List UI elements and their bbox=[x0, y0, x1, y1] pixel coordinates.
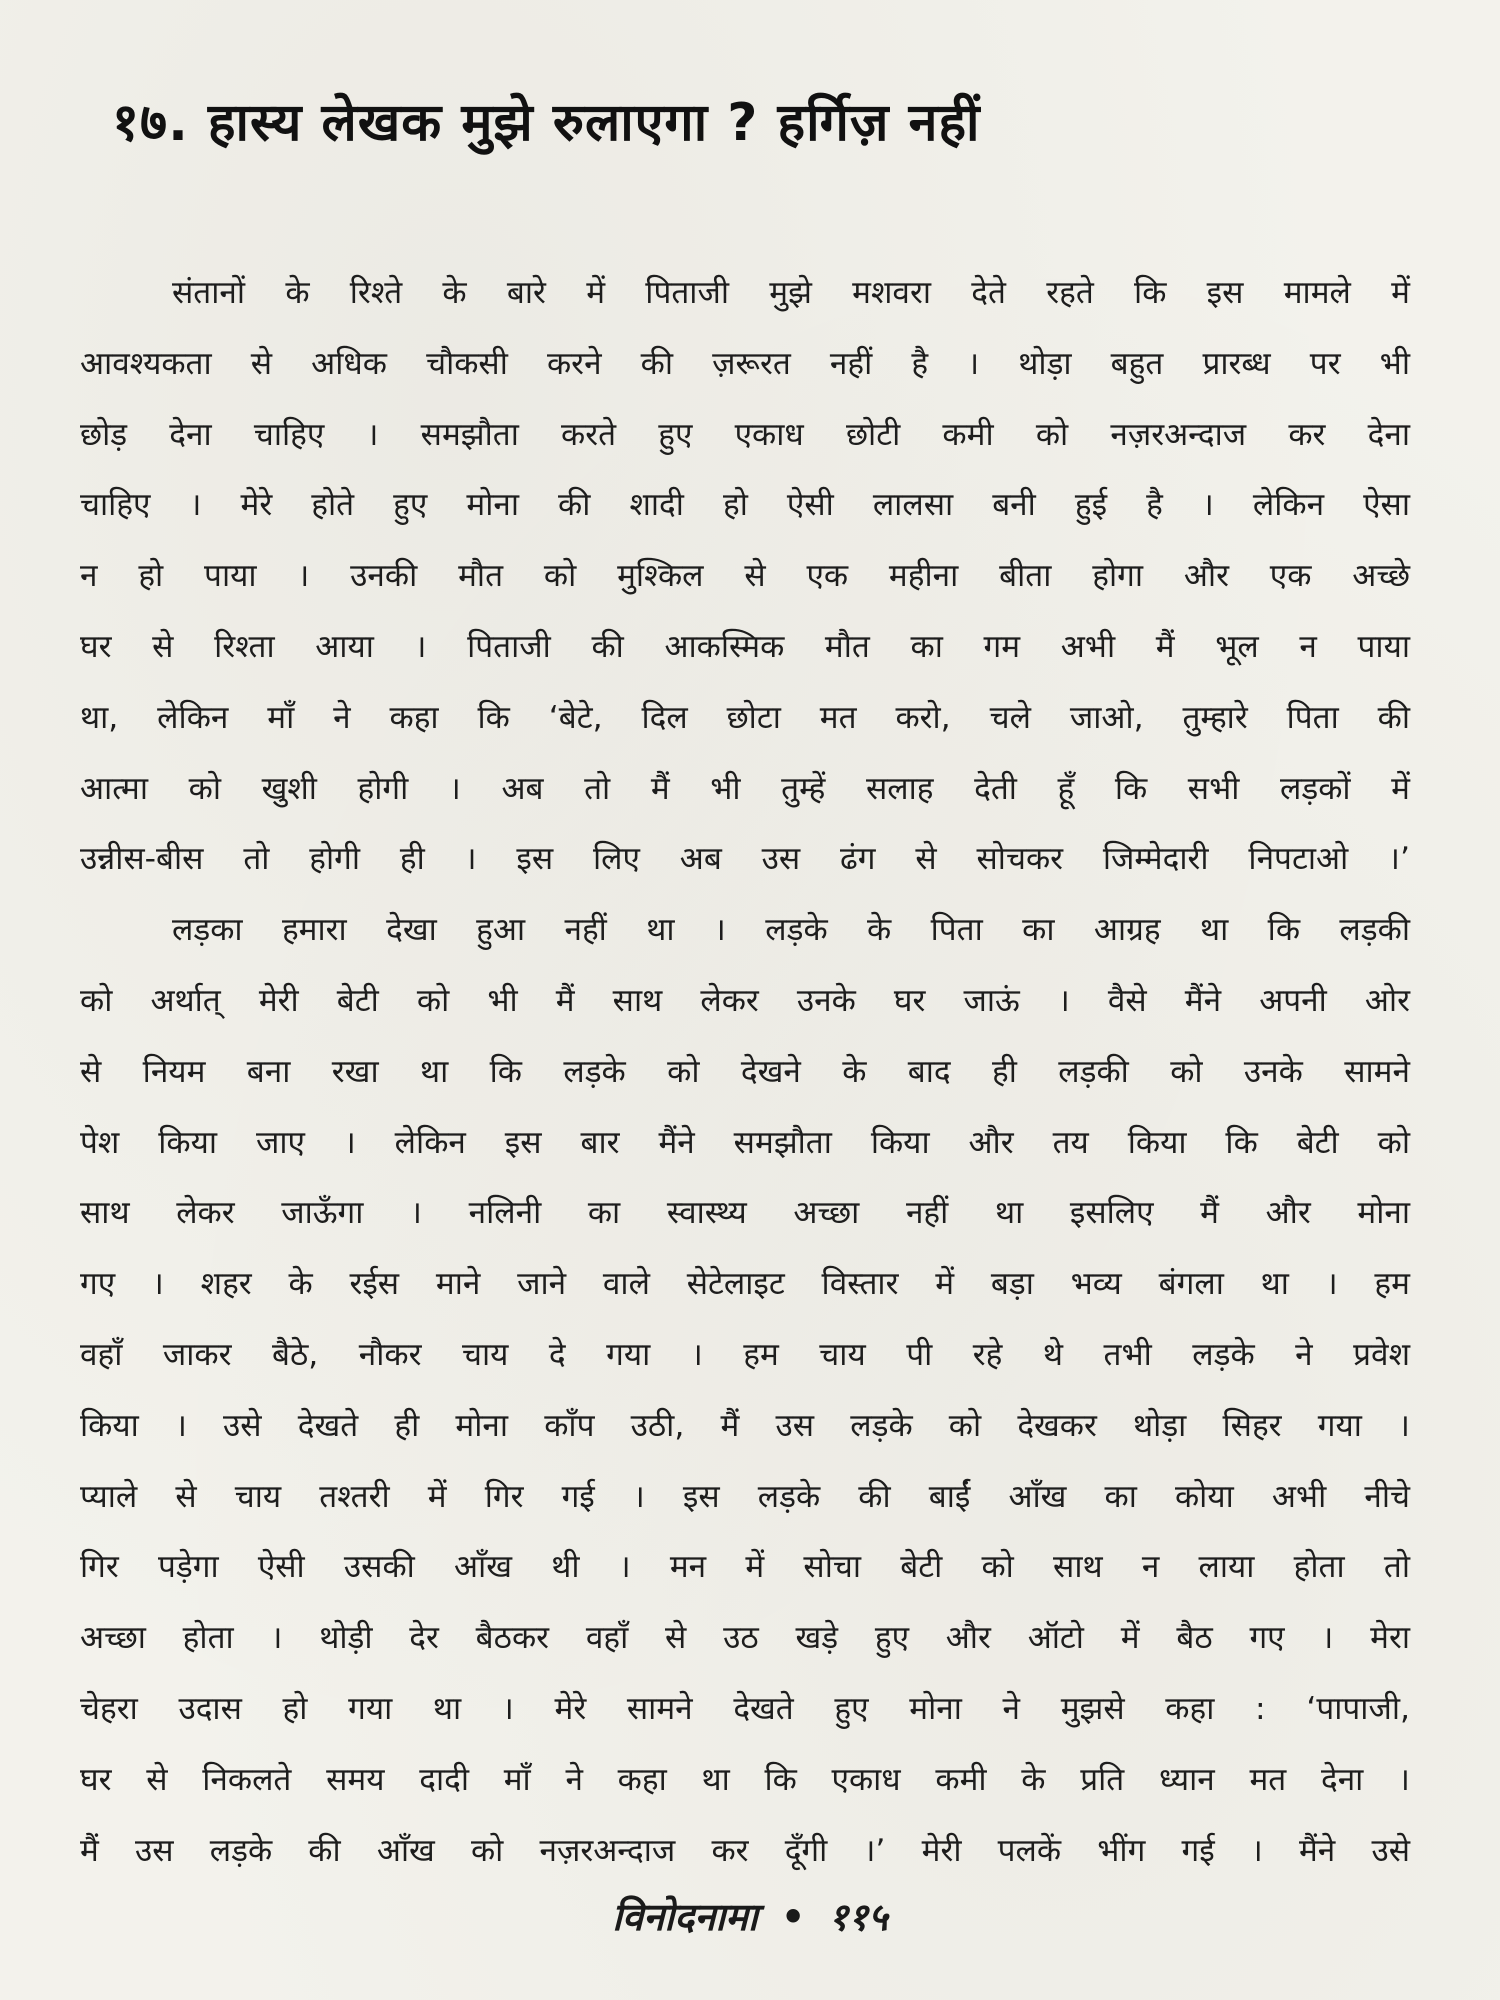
text-line: को अर्थात् मेरी बेटी को भी मैं साथ लेकर उनके घर जाऊं । वैसे मैंने अपनी ओर bbox=[80, 982, 1410, 1019]
text-line: चाहिए । मेरे होते हुए मोना की शादी हो ऐसी लालसा बनी हुई है । लेकिन ऐसा bbox=[80, 487, 1410, 524]
text-line: प्याले से चाय तश्तरी में गिर गई । इस लड़के की बाईं आँख का कोया अभी नीचे bbox=[80, 1478, 1410, 1515]
text-line: उन्नीस-बीस तो होगी ही । इस लिए अब उस ढंग से सोचकर जिम्मेदारी निपटाओ ।’ bbox=[80, 841, 1410, 878]
text-line: अच्छा होता । थोड़ी देर बैठकर वहाँ से उठ खड़े हुए और ऑटो में बैठ गए । मेरा bbox=[80, 1620, 1410, 1657]
text-line: आवश्यकता से अधिक चौकसी करने की ज़रूरत नहीं है । थोड़ा बहुत प्रारब्ध पर भी bbox=[80, 345, 1410, 382]
text-line: आत्मा को खुशी होगी । अब तो मैं भी तुम्हें सलाह देती हूँ कि सभी लड़कों में bbox=[80, 770, 1410, 807]
text-line: घर से रिश्ता आया । पिताजी की आकस्मिक मौत का गम अभी मैं भूल न पाया bbox=[80, 628, 1410, 665]
chapter-body bbox=[80, 258, 1410, 1886]
text-line: लड़का हमारा देखा हुआ नहीं था । लड़के के पिता का आग्रह था कि लड़की bbox=[172, 912, 1410, 949]
text-line: चेहरा उदास हो गया था । मेरे सामने देखते हुए मोना ने मुझसे कहा : ‘पापाजी, bbox=[80, 1690, 1410, 1727]
page-footer bbox=[0, 1890, 1500, 1942]
text-line: वहाँ जाकर बैठे, नौकर चाय दे गया । हम चाय पी रहे थे तभी लड़के ने प्रवेश bbox=[80, 1336, 1410, 1373]
text-line: से नियम बना रखा था कि लड़के को देखने के बाद ही लड़की को उनके सामने bbox=[80, 1053, 1410, 1090]
text-line: घर से निकलते समय दादी माँ ने कहा था कि एकाध कमी के प्रति ध्यान मत देना । bbox=[80, 1761, 1410, 1798]
text-line: गिर पड़ेगा ऐसी उसकी आँख थी । मन में सोचा बेटी को साथ न लाया होता तो bbox=[80, 1549, 1410, 1586]
page-number: ११५ bbox=[828, 1894, 888, 1939]
text-line: किया । उसे देखते ही मोना काँप उठी, मैं उस लड़के को देखकर थोड़ा सिहर गया । bbox=[80, 1407, 1410, 1444]
text-line: संतानों के रिश्ते के बारे में पिताजी मुझे मशवरा देते रहते कि इस मामले में bbox=[172, 275, 1410, 311]
text-line: गए । शहर के रईस माने जाने वाले सेटेलाइट विस्तार में बड़ा भव्य बंगला था । हम bbox=[80, 1266, 1410, 1303]
chapter-title: १७. हास्य लेखक मुझे रुलाएगा ? हर्गिज़ नहीं bbox=[112, 93, 981, 153]
text-line: छोड़ देना चाहिए । समझौता करते हुए एकाध छोटी कमी को नज़रअन्दाज कर देना bbox=[80, 416, 1410, 453]
book-title: विनोदनामा bbox=[612, 1894, 758, 1939]
footer-separator: • bbox=[781, 1894, 806, 1939]
text-line: था, लेकिन माँ ने कहा कि ‘बेटे, दिल छोटा मत करो, चले जाओ, तुम्हारे पिता की bbox=[80, 699, 1410, 736]
text-line: साथ लेकर जाऊँगा । नलिनी का स्वास्थ्य अच्छा नहीं था इसलिए मैं और मोना bbox=[80, 1195, 1410, 1232]
text-line: मैं उस लड़के की आँख को नज़रअन्दाज कर दूँगी ।’ मेरी पलकें भींग गई । मैंने उसे bbox=[80, 1832, 1410, 1869]
text-line: न हो पाया । उनकी मौत को मुश्किल से एक महीना बीता होगा और एक अच्छे bbox=[80, 558, 1410, 595]
text-line: पेश किया जाए । लेकिन इस बार मैंने समझौता किया और तय किया कि बेटी को bbox=[80, 1124, 1410, 1161]
